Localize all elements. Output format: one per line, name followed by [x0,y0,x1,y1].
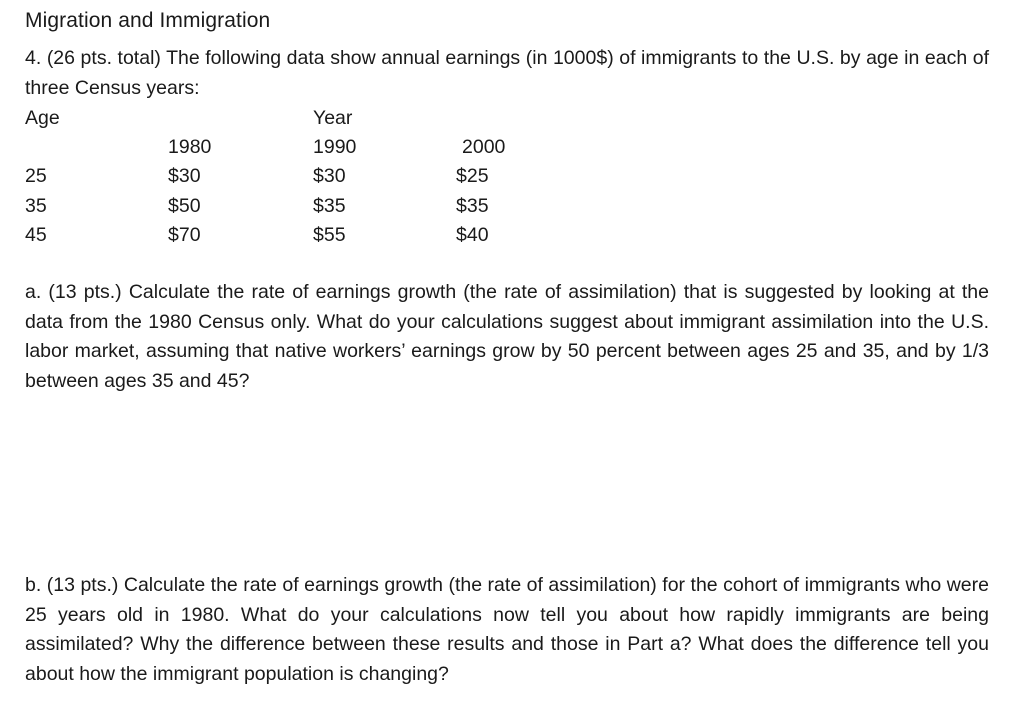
cell-35-1980: $50 [168,195,201,217]
cell-25-1980: $30 [168,165,201,187]
row-age-45: 45 [25,224,47,246]
question-intro: 4. (26 pts. total) The following data show annual earnings (in 1000$) of immigrants to the U.S. by age in each of three Census years: [25,47,989,99]
age-header: Age [25,107,60,129]
cell-45-2000: $40 [456,224,489,246]
part-b-question: b. (13 pts.) Calculate the rate of earnings growth (the rate of assimilation) for the cohort of immigrants who were 25 years old in 1980. What do your calculations now tell you about how rapidly immigrants are being assimilated? Why the difference between these results and those in Part a? What does the difference tell you about how the immigrant population is changing? [25,574,989,685]
cell-35-1990: $35 [313,195,346,217]
part-a-question: a. (13 pts.) Calculate the rate of earnings growth (the rate of assimilation) that is suggested by looking at the data from the 1980 Census only. What do your calculations suggest about immigrant assimilation into the U.S. labor market, assuming that native workers’ earnings grow by 50 percent between ages 25 and 35, and by 1/3 between ages 35 and 45? [25,281,989,392]
cell-25-2000: $25 [456,165,489,187]
cell-25-1990: $30 [313,165,346,187]
cell-45-1980: $70 [168,224,201,246]
column-header-1980: 1980 [168,136,212,158]
column-header-2000: 2000 [462,136,506,158]
cell-35-2000: $35 [456,195,489,217]
column-header-1990: 1990 [313,136,357,158]
row-age-35: 35 [25,195,47,217]
cell-45-1990: $55 [313,224,346,246]
row-age-25: 25 [25,165,47,187]
document-title: Migration and Immigration [25,9,271,32]
year-header: Year [313,107,353,129]
